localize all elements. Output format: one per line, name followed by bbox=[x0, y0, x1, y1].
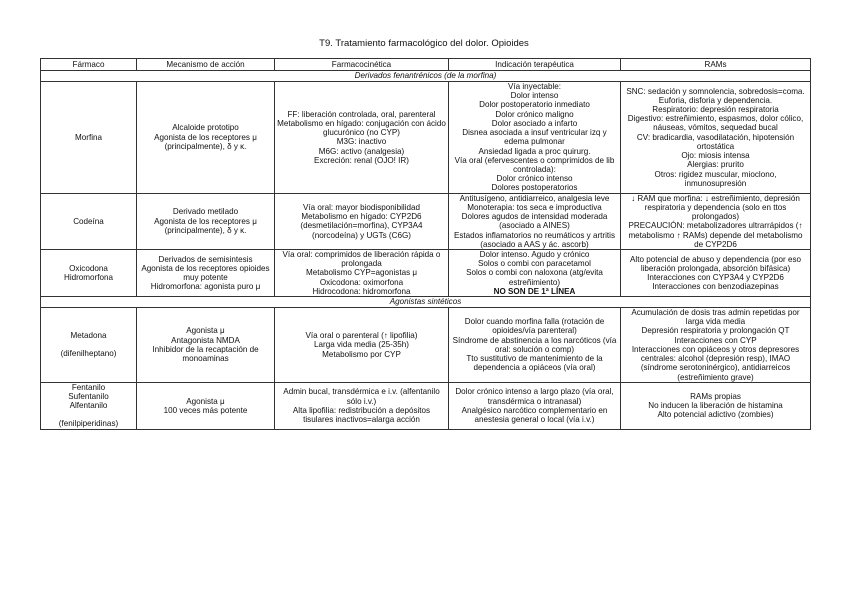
cell-rams bbox=[621, 308, 811, 383]
cell-line: Ojo: miosis intensa bbox=[681, 151, 750, 161]
cell-mecanismo bbox=[137, 249, 275, 296]
cell-line: Interacciones con CYP bbox=[674, 335, 757, 345]
cell-line: Solos o combi con paracetamol bbox=[478, 259, 591, 269]
cell-line: Interacciones con opiáceos y otros depresores centrales: alcohol (depresión resp), IMAO (síndrome serotoninérgico), antidiarreicos (estreñimiento grave) bbox=[631, 344, 800, 382]
cell-farmaco bbox=[41, 308, 137, 383]
cell-line: Excreción: renal (OJO! IR) bbox=[314, 155, 409, 165]
cell-line: Larga vida media (25-35h) bbox=[314, 340, 409, 350]
section-row-fenantrenicos bbox=[41, 71, 811, 82]
cell-line: Depresión respiratoria y prolongación QT bbox=[641, 326, 790, 336]
cell-line: Dolor intenso. Agudo y crónico bbox=[479, 249, 590, 259]
cell-rams bbox=[621, 249, 811, 296]
cell-line: Estados inflamatorios no reumáticos y artritis (asociado a AAS y ác. ascorb) bbox=[453, 230, 616, 249]
cell-line: Inhibidor de la recaptación de monoaminas bbox=[152, 344, 259, 364]
cell-farmaco bbox=[41, 193, 137, 249]
cell-farmaco bbox=[41, 249, 137, 296]
cell-line: ↓ RAM que morfina: ↓ estreñimiento, depresión respiratoria y dependencia (solo en ttos prolongados) bbox=[631, 193, 800, 222]
cell-line: Dolores agudos de intensidad moderada (asociado a AINES) bbox=[461, 212, 608, 231]
page-title: T9. Tratamiento farmacológico del dolor. Opioides bbox=[319, 38, 529, 49]
cell-line: Vía oral (efervescentes o comprimidos de lib controlada): bbox=[454, 155, 615, 174]
cell-line: Agonista de los receptores μ (principalmente), δ y κ. bbox=[154, 132, 257, 151]
cell-line: Alto potencial adictivo (zombies) bbox=[657, 410, 774, 420]
header-mecanismo: Mecanismo de acción bbox=[137, 59, 275, 71]
cell-rams bbox=[621, 382, 811, 429]
cell-line: RAMs propias bbox=[690, 391, 741, 401]
cell-line: Metabolismo en hígado: CYP2D6 (desmetilación=morfina), CYP3A4 (norcodeína) y UGTs (C6G) bbox=[300, 212, 423, 240]
cell-line: Alergias: prurito bbox=[687, 160, 744, 170]
section-row-sinteticos bbox=[41, 297, 811, 308]
cell-line: Dolor crónico intenso a largo plazo (vía oral, transdérmica o intranasal) bbox=[455, 387, 614, 406]
section-title: Agonistas sintéticos bbox=[41, 297, 811, 308]
cell-line: Interacciones con benzodiazepinas bbox=[652, 282, 779, 292]
cell-line: Derivado metilado bbox=[172, 207, 239, 217]
cell-line: Agonista de los receptores μ (principalmente), δ y κ. bbox=[154, 216, 257, 235]
cell-mecanismo bbox=[137, 82, 275, 194]
header-farmaco: Fármaco bbox=[41, 59, 137, 71]
drug-names bbox=[43, 331, 134, 340]
cell-line: Hidrocodona: hidromorfona bbox=[312, 286, 411, 296]
cell-line: Solos o combi con naloxona (atg/evita estreñimiento) bbox=[466, 268, 603, 287]
cell-line: SNC: sedación y somnolencia, sobredosis=coma. Euforia, disforia y dependencia. bbox=[626, 86, 805, 105]
cell-line: Derivados de semisintesis bbox=[158, 254, 253, 264]
cell-line: Antagonista NMDA bbox=[171, 335, 240, 345]
header-row bbox=[41, 59, 811, 71]
cell-farmacocinetica bbox=[275, 82, 449, 194]
cell-line: Acumulación de dosis tras admin repetidas por larga vida media bbox=[631, 308, 800, 327]
cell-line: Agonista μ bbox=[186, 326, 225, 336]
cell-rams bbox=[621, 193, 811, 249]
cell-line: No inducen la liberación de histamina bbox=[648, 401, 783, 411]
cell-mecanismo bbox=[137, 382, 275, 429]
header-farmacocinetica: Farmacocinética bbox=[275, 59, 449, 71]
cell-line: Metadona bbox=[70, 331, 107, 341]
cell-line: Dolor cuando morfina falla (rotación de opioides/vía parenteral) bbox=[464, 317, 605, 336]
header-rams: RAMs bbox=[621, 59, 811, 71]
spacer bbox=[43, 340, 134, 349]
cell-rams bbox=[621, 82, 811, 194]
cell-line: Otros: rigidez muscular, mioclono, inmunosupresión bbox=[654, 169, 777, 188]
cell-indicacion bbox=[449, 382, 621, 429]
cell-farmaco bbox=[41, 82, 137, 194]
cell-farmacocinetica bbox=[275, 249, 449, 296]
cell-line: Analgésico narcótico complementario en anestesia general o local (vía i.v.) bbox=[461, 405, 608, 424]
cell-line: Monoterapia: tos seca e improductiva bbox=[467, 202, 602, 212]
cell-line: Alcaloide prototipo bbox=[172, 123, 239, 133]
section-title: Derivados fenantrénicos (de la morfina) bbox=[41, 71, 811, 82]
table-row-morfina bbox=[41, 82, 811, 194]
cell-line: Interacciones con CYP3A4 y CYP2D6 bbox=[647, 272, 784, 282]
cell-line: Morfina bbox=[75, 132, 102, 142]
drug-names bbox=[43, 383, 134, 411]
cell-line: Disnea asociada a insuf ventricular izq y edema pulmonar bbox=[462, 128, 607, 147]
cell-line: Admin bucal, transdérmica e i.v. (alfentanilo sólo i.v.) bbox=[283, 387, 440, 406]
cell-line: Hidromorfona bbox=[63, 272, 114, 282]
cell-line: Alto potencial de abuso y dependencia (por eso liberación prolongada, absorción bifásica) bbox=[630, 254, 801, 273]
header-indicacion: Indicación terapéutica bbox=[449, 59, 621, 71]
drug-family: (difenilheptano) bbox=[60, 349, 117, 359]
cell-line: Ansiedad ligada a proc quirurg. bbox=[478, 146, 591, 156]
cell-farmacocinetica bbox=[275, 382, 449, 429]
cell-line: CV: bradicardia, vasodilatación, hipotensión ortostática bbox=[636, 132, 795, 151]
cell-line: Sufentanilo bbox=[68, 392, 109, 401]
cell-indicacion bbox=[449, 249, 621, 296]
cell-line: Dolor crónico maligno bbox=[495, 109, 574, 119]
cell-mecanismo bbox=[137, 193, 275, 249]
cell-line: Agonista de los receptores opioides muy potente bbox=[141, 263, 270, 282]
cell-line: Dolores postoperatorios bbox=[491, 183, 578, 193]
cell-line: Metabolismo por CYP bbox=[322, 349, 401, 359]
cell-line: Alfentanilo bbox=[69, 401, 108, 411]
table-row-fentanilo bbox=[41, 382, 811, 429]
cell-line: Oxicodona bbox=[69, 263, 108, 273]
cell-line: Agonista μ bbox=[186, 396, 225, 406]
cell-line: Antitusígeno, antidiarreico, analgesia leve bbox=[459, 193, 610, 203]
cell-line: Vía oral: comprimidos de liberación rápida o prolongada bbox=[282, 249, 441, 269]
cell-line: Vía oral o parenteral (↑ lipofilia) bbox=[305, 331, 418, 341]
cell-mecanismo bbox=[137, 308, 275, 383]
table-row-codeina bbox=[41, 193, 811, 249]
cell-indicacion bbox=[449, 308, 621, 383]
cell-line: Dolor postoperatorio inmediato bbox=[479, 100, 590, 110]
cell-indicacion bbox=[449, 193, 621, 249]
cell-line: 100 veces más potente bbox=[163, 405, 248, 415]
cell-line: Respiratorio: depresión respiratoria bbox=[652, 105, 779, 115]
table-row-oxicodona bbox=[41, 249, 811, 296]
cell-line: Metabolismo en hígado: conjugación con ácido glucurónico (no CYP) bbox=[277, 118, 446, 138]
cell-line: Vía inyectable: bbox=[507, 82, 562, 91]
cell-farmacocinetica bbox=[275, 193, 449, 249]
cell-line: Fentanilo bbox=[71, 382, 106, 392]
opioids-table bbox=[40, 58, 811, 430]
table-row-metadona bbox=[41, 308, 811, 383]
drug-family: (fenilpiperidinas) bbox=[58, 419, 119, 429]
cell-line: Alta lipofilia: redistribución a depósitos tisulares inactivos=alarga acción bbox=[292, 405, 431, 424]
cell-line: Dolor intenso bbox=[510, 91, 559, 101]
cell-line: Vía oral: mayor biodisponibilidad bbox=[303, 202, 420, 212]
cell-line: Metabolismo CYP=agonistas μ bbox=[305, 268, 418, 278]
cell-line: Tto sustitutivo de mantenimiento de la dependencia a opiáceos (vía oral) bbox=[466, 354, 603, 373]
cell-farmacocinetica bbox=[275, 308, 449, 383]
cell-indicacion bbox=[449, 82, 621, 194]
cell-line: M3G: inactivo bbox=[336, 137, 387, 147]
cell-line: PRECAUCIÓN: metabolizadores ultrarrápidos (↑ metabolismo ↑ RAMs) depende del metabolismo de CYP2D6 bbox=[628, 221, 803, 249]
cell-line: Síndrome de abstinencia a los narcóticos (vía oral: solución o comp) bbox=[452, 335, 617, 354]
spacer bbox=[43, 410, 134, 419]
cell-line: Dolor crónico intenso bbox=[496, 174, 573, 184]
cell-farmaco bbox=[41, 382, 137, 429]
cell-line: Dolor asociado a infarto bbox=[491, 118, 578, 128]
cell-line: M6G: activo (analgesia) bbox=[318, 146, 405, 156]
cell-line: Hidromorfona: agonista puro μ bbox=[150, 282, 261, 292]
cell-line: Oxicodona: oximorfona bbox=[319, 277, 404, 287]
cell-line: Codeína bbox=[73, 216, 104, 226]
indicacion-list bbox=[451, 250, 618, 287]
cell-line: FF: liberación controlada, oral, parenteral bbox=[287, 109, 436, 119]
first-line-warning: NO SON DE 1ª LÍNEA bbox=[493, 286, 576, 296]
cell-line: Digestivo: estreñimiento, espasmos, dolor cólico, náuseas, vómitos, sequedad bucal bbox=[627, 114, 804, 133]
